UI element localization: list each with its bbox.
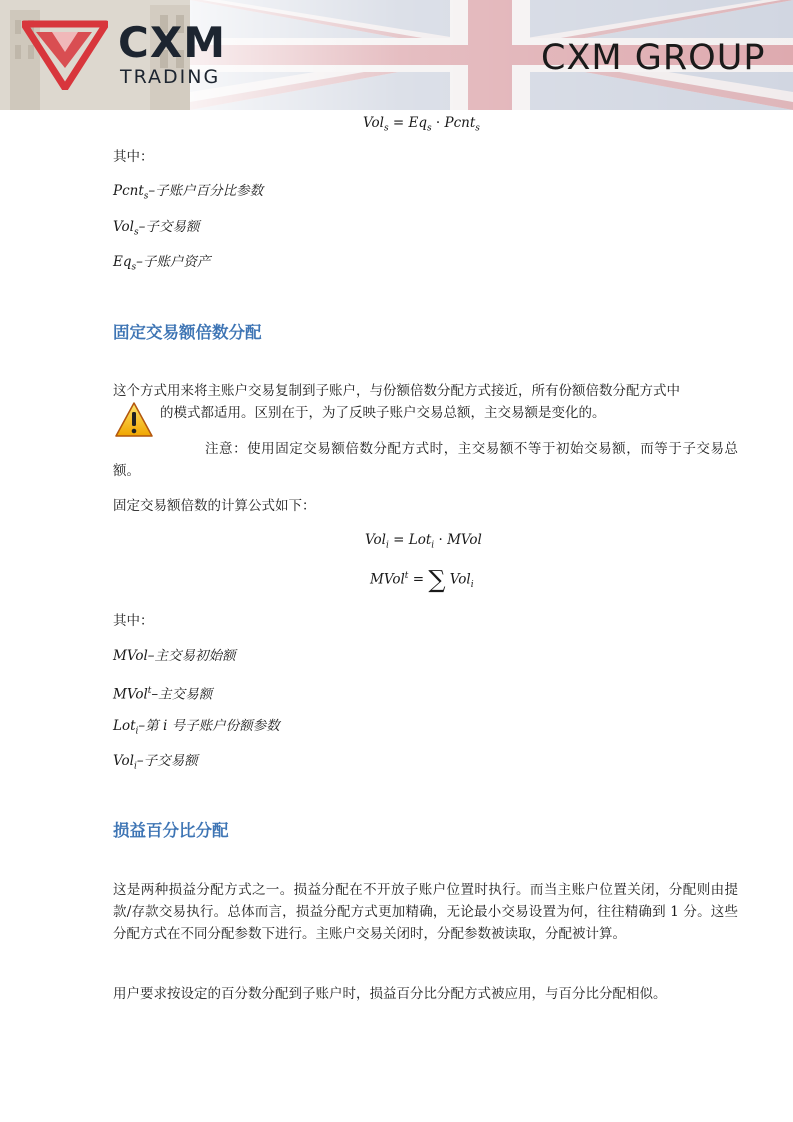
formula-mvol-t: MVol$^t$ = ∑ Vol$_i$ — [370, 565, 474, 594]
definition-eq-s: $Eq_s-$子账户资产 — [113, 254, 211, 273]
header-banner — [0, 0, 793, 110]
definition-mvol-t: MVol$^t$–主交易额 — [113, 686, 213, 703]
definition-mvol: MVol–主交易初始额 — [113, 648, 236, 664]
warning-triangle-icon — [114, 401, 154, 439]
paragraph-pnl-allocation: 这是两种损益分配方式之一。损益分配在不开放子账户位置时执行。而当主账户位置关闭，分配则由提款/存款交易执行。总体而言，损益分配方式更加精确，无论最小交易设置为何，往往精确到 1 分。这些分配方式在不同分配参数下进行。主账户交易关闭时，分配参数被读取，分配被计算。 — [113, 882, 738, 942]
heading-pnl-percentage: 损益百分比分配 — [113, 821, 229, 840]
definition-lot-i: Lot$_i$–第 i 号子账户份额参数 — [113, 718, 280, 737]
paragraph-line-2: 的模式都适用。区别在于，为了反映子账户交易总额，主交易额是变化的。 — [160, 405, 606, 421]
heading-fixed-volume-multiplier: 固定交易额倍数分配 — [113, 323, 262, 342]
where-label-2: 其中： — [113, 613, 154, 629]
where-label: 其中： — [113, 149, 154, 165]
logo-name: CXM — [118, 18, 226, 67]
paragraph-pnl-percentage: 用户要求按设定的百分数分配到子账户时，损益百分比分配方式被应用，与百分比分配相似。 — [113, 986, 667, 1002]
formula-intro: 固定交易额倍数的计算公式如下： — [113, 498, 316, 514]
triangle-logo-icon — [22, 18, 108, 90]
paragraph-line-1: 这个方式用来将主账户交易复制到子账户，与份额倍数分配方式接近，所有份额倍数分配方式中 — [113, 383, 680, 399]
definition-vol-s: Vol$_s$–子交易额 — [113, 219, 200, 238]
formula-vol-s: $Vol_s = Eq_s$ · Pcnt$_s$ — [363, 115, 480, 134]
group-name: CXM GROUP — [541, 38, 766, 78]
formula-vol-i: Vol$_i$ = Lot$_i$ · MVol — [365, 532, 482, 551]
note-text: 注意：使用固定交易额倍数分配方式时，主交易额不等于初始交易额，而等于子交易总额。 — [113, 441, 738, 479]
definition-pcnt-s: Pcnt$_s$–子账户百分比参数 — [113, 183, 264, 202]
logo-subtitle: TRADING — [120, 66, 221, 88]
definition-vol-i: Vol$_i$–子交易额 — [113, 753, 198, 772]
